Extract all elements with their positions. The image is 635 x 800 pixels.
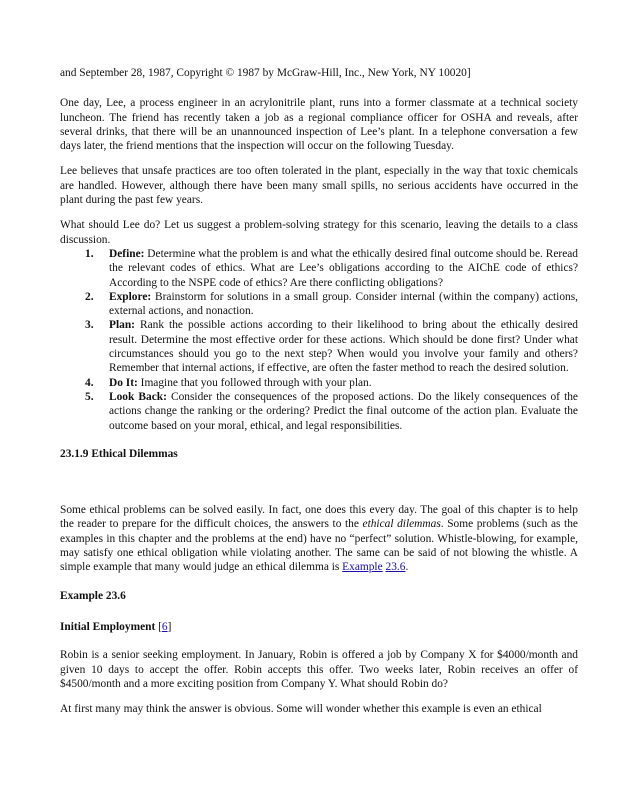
list-item (60, 390, 578, 433)
step-label: Explore: (109, 290, 152, 303)
example-number-link[interactable]: 23.6 (385, 561, 406, 574)
step-label: Define: (109, 247, 145, 260)
step-number: 4. (85, 376, 94, 389)
step-label: Do It: (109, 376, 138, 389)
document-page (60, 66, 578, 716)
paragraph-strategy-intro: What should Lee do? Let us suggest a problem-solving strategy for this scenario, leaving the details to a class discussion. (60, 219, 578, 246)
step-label: Plan: (109, 319, 135, 332)
step-number: 2. (85, 290, 94, 303)
step-text: Consider the consequences of the proposed actions. Do the likely consequences of the actions change the ranking or the ordering? Predict the final outcome of the action plan. Evaluate the outcome based on your moral, ethical, and legal responsibilities. (109, 390, 578, 432)
paragraph-first-glance: At first many may think the answer is obvious. Some will wonder whether this example is even an ethical (60, 703, 542, 716)
list-item (60, 318, 578, 375)
list-item (60, 247, 578, 290)
paragraph-lee-beliefs: Lee believes that unsafe practices are too often tolerated in the plant, especially in the way that toxic chemicals are handled. However, although there have been many small spills, no serious accidents have occurred in the plant during the past few years. (60, 165, 578, 207)
example-subheading: Initial Employment [6] (60, 620, 172, 633)
paragraph-scenario: One day, Lee, a process engineer in an acrylonitrile plant, runs into a former classmate at a technical society luncheon. The friend has recently taken a job as a regional compliance officer for OSHA and reveals, after several drinks, that there will be an unannounced inspection of Lee’s plant. In a telephone conversation a few days later, the friend mentions that the inspection will occur on the following Tuesday. (60, 97, 578, 153)
step-label: Look Back: (109, 390, 167, 403)
list-item (60, 376, 578, 390)
step-number: 3. (85, 319, 94, 332)
step-number: 1. (85, 247, 94, 260)
section-heading: 23.1.9 Ethical Dilemmas (60, 447, 178, 460)
example-heading: Example 23.6 (60, 589, 126, 602)
emphasis-ethical-dilemmas: ethical dilemmas (362, 518, 441, 531)
strategy-steps-list (60, 247, 578, 433)
reference-link[interactable]: 6 (161, 620, 168, 633)
list-item (60, 290, 578, 319)
citation-line: and September 28, 1987, Copyright © 1987 by McGraw-Hill, Inc., New York, NY 10020] (60, 67, 471, 79)
step-number: 5. (85, 390, 94, 403)
step-text: Brainstorm for solutions in a small group. Consider internal (within the company) actions, external actions, and nonaction. (109, 290, 578, 318)
paragraph-dilemmas: Some ethical problems can be solved easily. In fact, one does this every day. The goal of this chapter is to help the reader to prepare for the difficult choices, the answers to the ethical dilemmas. Some problems (such as the examples in this chapter and the problems at the end) have no “perfect” solution. Whistle-blowing, for example, may satisfy one ethical obligation while violating another. The same can be said of not blowing the whistle. A simple example that many would judge an ethical dilemma is Example 23.6. (60, 504, 578, 574)
step-text: Rank the possible actions according to their likelihood to bring about the ethically desired result. Determine the most effective order for these actions. Which should be done first? Under what circumstances should you go to the next step? When would you involve your family and others? Remember that internal actions, if effective, are often the faster method to reach the desired solution. (109, 319, 578, 375)
example-link[interactable]: Example (342, 561, 383, 574)
paragraph-robin: Robin is a senior seeking employment. In January, Robin is offered a job by Company X for $4000/month and given 10 days to accept the offer. Robin accepts this offer. Two weeks later, Robin receives an offer of $4500/month and a more exciting position from Company Y. What should Robin do? (60, 649, 578, 690)
step-text: Imagine that you followed through with your plan. (137, 376, 372, 389)
step-text: Determine what the problem is and what the ethically desired final outcome should be. Reread the relevant codes of ethics. What are Lee’s obligations according to the AIChE code of ethics? According to the NSPE code of ethics? Are there conflicting obligations? (109, 247, 578, 289)
